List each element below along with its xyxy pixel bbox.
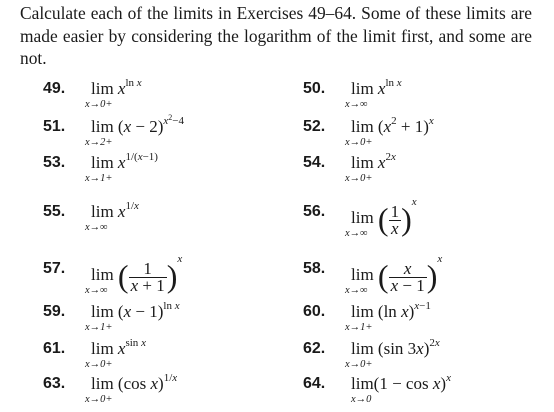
exercise-number: 52. (303, 118, 326, 135)
exercise-number: 58. (303, 260, 326, 277)
exercise-63 (43, 374, 273, 412)
exercise-51 (43, 113, 273, 157)
exercise-52 (303, 117, 533, 157)
exercise-number: 57. (43, 260, 66, 277)
exercise-expression: lim x→1+ $(x - 1)^{ln x}$ (85, 300, 180, 333)
exercise-number: 60. (303, 303, 326, 320)
exercise-expression: lim x→0+ $(x^2 + 1)^x$ (345, 115, 434, 148)
exercise-expression: lim x→∞ $x^{ln x}$ (345, 77, 402, 110)
exercise-expression: lim x→∞ ( $\frac{1}{x}$ )$^x$ (345, 196, 417, 239)
exercise-60 (303, 302, 533, 342)
exercise-expression: lim x→2+ $(x - 2)^{x^2-4}$ (85, 113, 184, 148)
exercise-49 (43, 79, 273, 119)
exercise-54 (303, 153, 533, 193)
exercise-58 (303, 253, 533, 299)
exercise-expression: lim x→0+ $x^{sin x}$ (85, 337, 146, 370)
exercise-expression: lim x→1+ $x^{1/(x-1)}$ (85, 151, 158, 184)
exercise-number: 63. (43, 375, 66, 392)
exercise-number: 55. (43, 203, 66, 220)
exercise-expression: lim x→0+ $x^{2x}$ (345, 151, 396, 184)
exercise-55 (43, 202, 273, 242)
exercise-number: 64. (303, 375, 326, 392)
exercise-number: 56. (303, 203, 326, 220)
exercise-64 (303, 374, 533, 412)
exercise-56 (303, 196, 533, 242)
exercise-number: 62. (303, 340, 326, 357)
exercise-number: 61. (43, 340, 66, 357)
exercise-expression: lim x→0 $(1 - \cos x)^x$ (351, 372, 451, 405)
exercise-57 (43, 253, 273, 299)
exercise-62 (303, 339, 533, 379)
exercise-expression: lim x→∞ ( $\frac{1}{x + 1}$ )$^x$ (85, 253, 183, 296)
exercise-number: 49. (43, 80, 66, 97)
exercise-number: 51. (43, 118, 66, 135)
exercise-61 (43, 339, 273, 379)
exercise-59 (43, 302, 273, 342)
exercise-50 (303, 79, 533, 119)
exercise-expression: lim x→∞ $x^{1/x}$ (85, 200, 139, 233)
exercise-expression: lim x→∞ ( $\frac{x}{x - 1}$ )$^x$ (345, 253, 443, 296)
exercise-53 (43, 153, 273, 193)
exercise-expression: lim x→0+ (cos x)$^{1/x}$ (85, 372, 178, 405)
exercise-number: 53. (43, 154, 66, 171)
exercise-number: 54. (303, 154, 326, 171)
exercise-number: 50. (303, 80, 326, 97)
exercise-expression: lim x→1+ (ln x)$^{x-1}$ (345, 300, 431, 333)
exercise-expression: lim x→0+ $x^{ln x}$ (85, 77, 142, 110)
exercise-expression: lim x→0+ (sin 3x)$^{2x}$ (345, 337, 440, 370)
instructions-text: Calculate each of the limits in Exercises 49–64. Some of these limits are made easier by considering the logarithm of the limit first, and some are not. (20, 3, 532, 68)
exercise-number: 59. (43, 303, 66, 320)
